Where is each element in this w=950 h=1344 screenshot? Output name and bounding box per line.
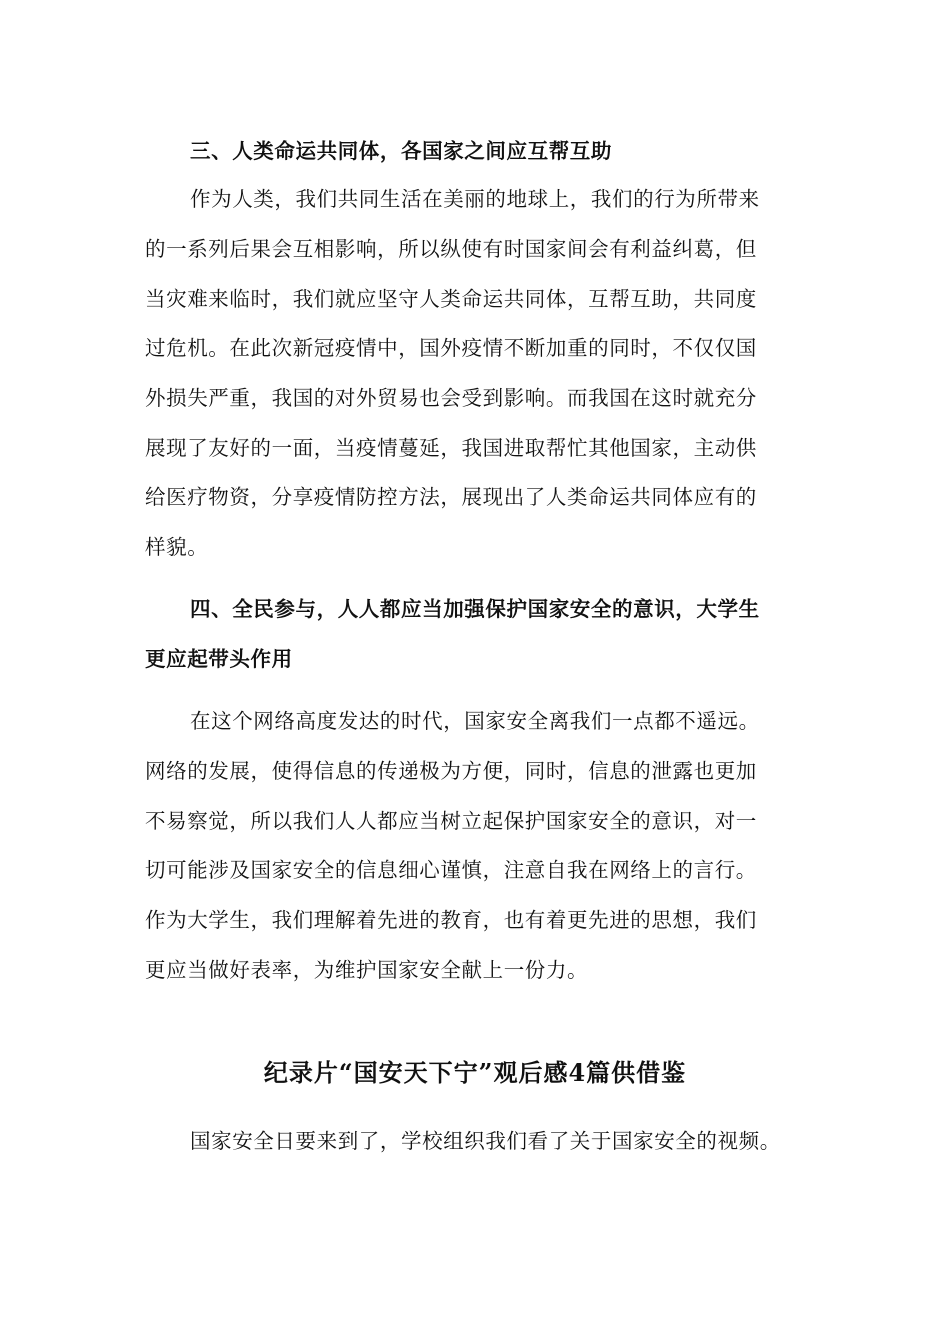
section-4-line-6: 更应当做好表率，为维护国家安全献上一份力。 (145, 958, 589, 982)
section-3-line-5: 外损失严重，我国的对外贸易也会受到影响。而我国在这时就充分 (145, 386, 757, 410)
section-3-line-3: 当灾难来临时，我们就应坚守人类命运共同体，互帮互助，共同度 (145, 287, 757, 311)
section-3-line-2: 的一系列后果会互相影响，所以纵使有时国家间会有利益纠葛，但 (145, 237, 757, 261)
section-3-heading: 三、人类命运共同体，各国家之间应互帮互助 (190, 139, 612, 163)
section-3-line-6: 展现了友好的一面，当疫情蔓延，我国进取帮忙其他国家，主动供 (145, 436, 757, 460)
section-4-line-2: 网络的发展，使得信息的传递极为方便，同时，信息的泄露也更加 (145, 759, 757, 783)
section-4-line-4: 切可能涉及国家安全的信息细心谨慎，注意自我在网络上的言行。 (145, 858, 757, 882)
section-3-line-8: 样貌。 (145, 535, 209, 559)
article-first-line: 国家安全日要来到了，学校组织我们看了关于国家安全的视频。 (190, 1129, 781, 1153)
section-4-heading-line-2: 更应起带头作用 (145, 647, 293, 671)
section-4-line-3: 不易察觉，所以我们人人都应当树立起保护国家安全的意识，对一 (145, 809, 757, 833)
article-title: 纪录片“国安天下宁”观后感4篇供借鉴 (263, 1058, 687, 1087)
section-3-line-1: 作为人类，我们共同生活在美丽的地球上，我们的行为所带来 (190, 187, 760, 211)
section-3-line-4: 过危机。在此次新冠疫情中，国外疫情不断加重的同时，不仅仅国 (145, 336, 757, 360)
section-4-line-5: 作为大学生，我们理解着先进的教育，也有着更先进的思想，我们 (145, 908, 757, 932)
section-3-line-7: 给医疗物资，分享疫情防控方法，展现出了人类命运共同体应有的 (145, 485, 757, 509)
section-4-heading-line-1: 四、全民参与，人人都应当加强保护国家安全的意识，大学生 (190, 597, 760, 621)
section-4-line-1: 在这个网络高度发达的时代，国家安全离我们一点都不遥远。 (190, 709, 760, 733)
